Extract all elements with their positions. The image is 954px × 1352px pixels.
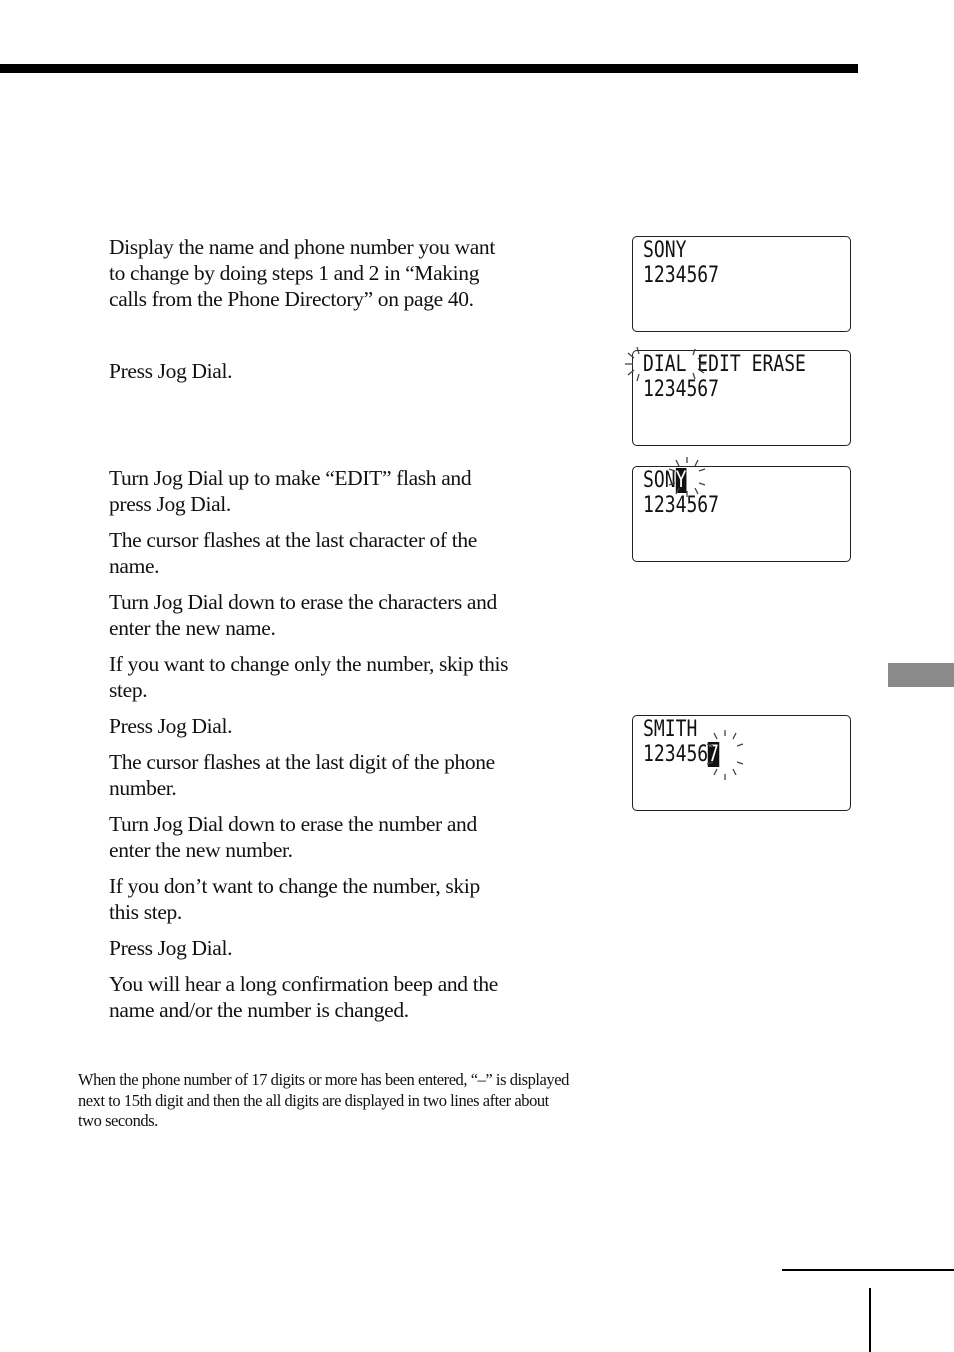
lcd-1-name: SONY [643,238,687,263]
note-text: When the phone number of 17 digits or more has been entered, “–” is displayed next to 15th digit and then the all digits are displayed in two lines after about two seconds. [78,1070,569,1130]
lcd-2-number: 1234567 [643,377,720,402]
lcd-3-cursor: Y [675,468,687,493]
step-3-detail-skip: If you want to change only the number, skip this step. [109,652,509,702]
step-3-detail-erase: Turn Jog Dial down to erase the characters and enter the new name. [109,590,497,640]
step-4-detail-cursor: The cursor flashes at the last digit of the phone number. [109,750,495,800]
lcd-display-1 [632,236,851,332]
lcd-4-cursor: 7 [708,742,720,767]
lcd-1-number: 1234567 [643,263,720,288]
step-3-text: Turn Jog Dial up to make “EDIT” flash and press Jog Dial. [109,466,472,516]
lcd-4-number-text: 123456 [643,742,709,767]
step-1-text: Display the name and phone number you want to change by doing steps 1 and 2 in “Making calls from the Phone Directory” on page 40. [109,235,495,311]
flash-right-icon [685,347,707,381]
step-5-detail: You will hear a long confirmation beep and the name and/or the number is changed. [109,972,498,1022]
step-5-text: Press Jog Dial. [109,936,233,960]
flash-left-icon [625,345,649,383]
bottom-rule [782,1269,954,1271]
step-4-text: Press Jog Dial. [109,714,233,738]
lcd-3-number: 1234567 [643,493,720,518]
flash-cursor-icon [667,457,707,511]
lcd-display-3 [632,466,851,562]
lcd-2-menu [643,353,806,377]
lcd-display-2 [632,350,851,446]
step-2-text: Press Jog Dial. [109,359,233,383]
bottom-vertical-rule [869,1288,871,1352]
lcd-4-name: SMITH [643,717,698,742]
flash-digit-icon [705,730,745,782]
step-3-detail-cursor: The cursor flashes at the last character of the name. [109,528,477,578]
lcd-2-edit-erase-options: EDIT ERASE [697,352,806,377]
lcd-2-dial-option: DIAL [643,352,687,377]
step-4-detail-erase: Turn Jog Dial down to erase the number and enter the new number. [109,812,477,862]
lcd-3-name-text: SON [643,468,676,493]
lcd-display-4 [632,715,851,811]
section-tab [888,663,954,687]
top-rule [0,64,858,73]
step-4-detail-skip: If you don’t want to change the number, skip this step. [109,874,480,924]
